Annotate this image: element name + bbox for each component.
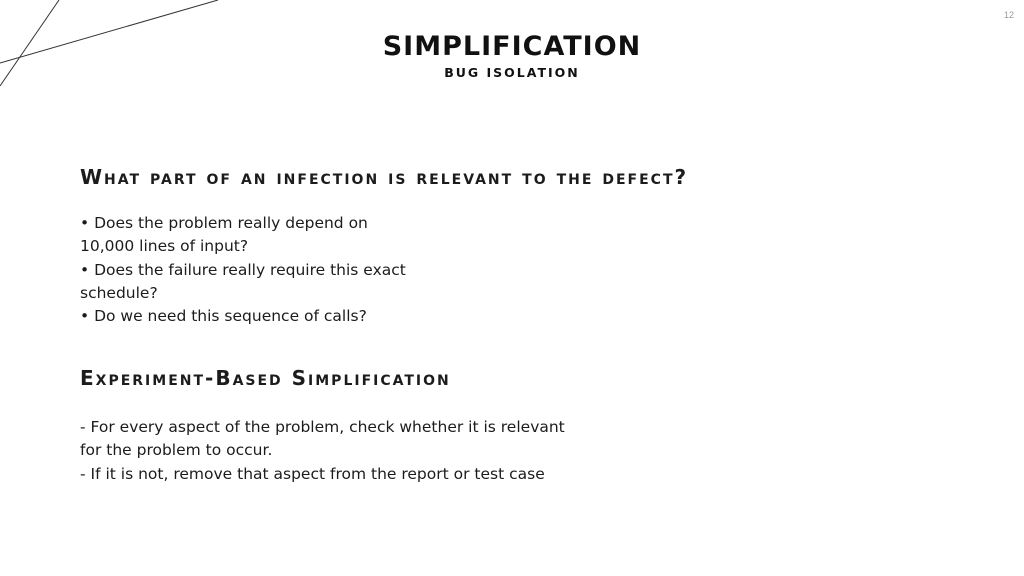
list-item: for the problem to occur. (80, 441, 273, 460)
section-heading: What part of an infection is relevant to the defect? (80, 165, 689, 189)
page-number: 12 (1003, 10, 1014, 20)
list-item: 10,000 lines of input? (80, 237, 249, 256)
bullet-list (80, 212, 688, 328)
dash-list (80, 416, 565, 486)
list-item: schedule? (80, 283, 158, 302)
slide-title: SIMPLIFICATION (382, 31, 642, 62)
list-item: • Do we need this sequence of calls? (80, 307, 367, 326)
list-item: - For every aspect of the problem, check whether it is relevant (80, 418, 565, 436)
section-heading: Experiment-Based Simplification (80, 366, 451, 390)
section-experiment-based-simplification (80, 365, 565, 486)
section-relevance-questions (80, 164, 688, 328)
slide-subtitle: BUG ISOLATION (444, 65, 580, 80)
list-item: - If it is not, remove that aspect from the report or test case (80, 464, 545, 483)
list-item: • Does the failure really require this exact (80, 260, 406, 279)
list-item: • Does the problem really depend on (80, 214, 368, 232)
